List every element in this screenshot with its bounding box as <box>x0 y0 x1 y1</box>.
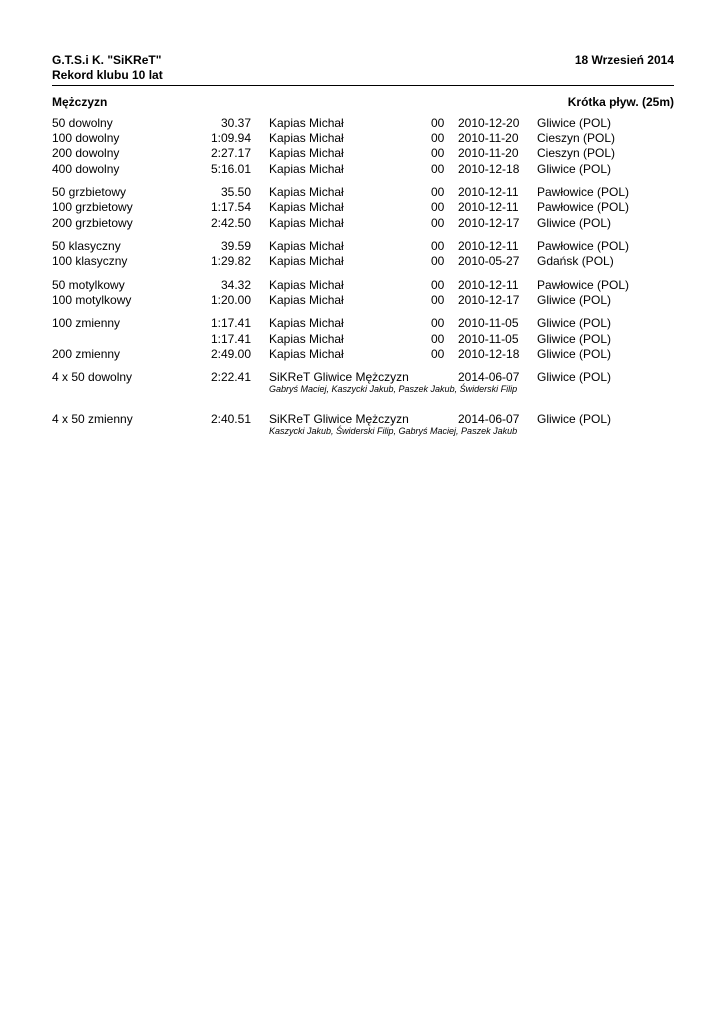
swimmer-cell: Kapias Michał <box>269 185 344 199</box>
table-row <box>0 145 725 161</box>
age-cell: 00 <box>431 216 445 230</box>
time-cell: 35.50 <box>220 185 251 199</box>
swimmer-cell: Kapias Michał <box>269 146 344 160</box>
date-cell: 2010-11-20 <box>458 146 519 160</box>
date-cell: 2014-06-07 <box>458 412 520 426</box>
report-date: 18 Wrzesień 2014 <box>574 53 674 67</box>
age-cell: 00 <box>431 162 445 176</box>
document-title: Rekord klubu 10 lat <box>52 68 163 82</box>
event-cell: 4 x 50 dowolny <box>52 370 133 384</box>
swimmer-cell: Kapias Michał <box>269 200 344 214</box>
relay-members: Gabryś Maciej, Kaszycki Jakub, Paszek Jakub, Świderski Filip <box>269 384 518 394</box>
age-cell: 00 <box>431 146 445 160</box>
date-cell: 2010-11-05 <box>458 332 519 346</box>
swimmer-cell: Kapias Michał <box>269 239 344 253</box>
event-cell: 200 zmienny <box>52 347 121 361</box>
time-cell: 2:49.00 <box>210 347 251 361</box>
swimmer-cell: Kapias Michał <box>269 347 344 361</box>
time-cell: 2:40.51 <box>210 412 251 426</box>
table-row <box>0 199 725 215</box>
place-cell: Gliwice (POL) <box>537 332 612 346</box>
age-cell: 00 <box>431 278 445 292</box>
event-cell: 100 motylkowy <box>52 293 132 307</box>
age-cell: 00 <box>431 131 445 145</box>
date-cell: 2010-12-18 <box>458 347 520 361</box>
date-cell: 2010-12-18 <box>458 162 520 176</box>
swimmer-cell: Kapias Michał <box>269 116 344 130</box>
place-cell: Pawłowice (POL) <box>537 185 630 199</box>
swimmer-cell: Kapias Michał <box>269 278 344 292</box>
date-cell: 2010-12-11 <box>458 200 519 214</box>
table-row <box>0 346 725 362</box>
section-course: Krótka pływ. (25m) <box>567 95 674 109</box>
swimmer-cell: Kapias Michał <box>269 293 344 307</box>
time-cell: 1:17.54 <box>210 200 251 214</box>
age-cell: 00 <box>431 293 445 307</box>
place-cell: Gliwice (POL) <box>537 216 612 230</box>
time-cell: 1:09.94 <box>210 131 251 145</box>
relay-members: Kaszycki Jakub, Świderski Filip, Gabryś Maciej, Paszek Jakub <box>269 426 518 436</box>
swimmer-cell: Kapias Michał <box>269 254 344 268</box>
age-cell: 00 <box>431 200 445 214</box>
age-cell: 00 <box>431 239 445 253</box>
table-row <box>0 292 725 308</box>
age-cell: 00 <box>431 316 445 330</box>
swimmer-cell: SiKReT Gliwice Mężczyzn <box>269 370 409 384</box>
place-cell: Gliwice (POL) <box>537 293 612 307</box>
date-cell: 2014-06-07 <box>458 370 520 384</box>
swimmer-cell: Kapias Michał <box>269 131 344 145</box>
time-cell: 5:16.01 <box>210 162 251 176</box>
table-row <box>0 253 725 269</box>
club-name: G.T.S.i K. "SiKReT" <box>52 53 162 67</box>
event-cell: 50 klasyczny <box>52 239 121 253</box>
place-cell: Gliwice (POL) <box>537 347 612 361</box>
time-cell: 1:29.82 <box>210 254 251 268</box>
swimmer-cell: Kapias Michał <box>269 332 344 346</box>
event-cell: 100 klasyczny <box>52 254 128 268</box>
age-cell: 00 <box>431 347 445 361</box>
date-cell: 2010-11-20 <box>458 131 519 145</box>
age-cell: 00 <box>431 185 445 199</box>
event-cell: 400 dowolny <box>52 162 120 176</box>
table-row <box>0 130 725 146</box>
place-cell: Cieszyn (POL) <box>537 131 616 145</box>
event-cell: 50 dowolny <box>52 116 113 130</box>
event-cell: 200 grzbietowy <box>52 216 133 230</box>
place-cell: Gliwice (POL) <box>537 370 612 384</box>
date-cell: 2010-12-17 <box>458 216 520 230</box>
swimmer-cell: SiKReT Gliwice Mężczyzn <box>269 412 409 426</box>
age-cell: 00 <box>431 332 445 346</box>
place-cell: Pawłowice (POL) <box>537 200 630 214</box>
table-row <box>0 161 725 177</box>
table-row <box>0 315 725 331</box>
age-cell: 00 <box>431 254 445 268</box>
section-gender: Mężczyzn <box>52 95 108 109</box>
event-cell: 200 dowolny <box>52 146 120 160</box>
date-cell: 2010-12-11 <box>458 185 519 199</box>
place-cell: Gliwice (POL) <box>537 162 612 176</box>
date-cell: 2010-12-20 <box>458 116 520 130</box>
time-cell: 2:42.50 <box>210 216 251 230</box>
place-cell: Gdańsk (POL) <box>537 254 614 268</box>
event-cell: 50 grzbietowy <box>52 185 127 199</box>
age-cell: 00 <box>431 116 445 130</box>
place-cell: Pawłowice (POL) <box>537 239 630 253</box>
date-cell: 2010-12-11 <box>458 278 519 292</box>
time-cell: 1:20.00 <box>210 293 251 307</box>
time-cell: 1:17.41 <box>210 332 251 346</box>
time-cell: 1:17.41 <box>210 316 251 330</box>
table-row <box>0 277 725 293</box>
event-cell: 4 x 50 zmienny <box>52 412 133 426</box>
time-cell: 30.37 <box>220 116 251 130</box>
event-cell: 50 motylkowy <box>52 278 125 292</box>
event-cell: 100 zmienny <box>52 316 121 330</box>
swimmer-cell: Kapias Michał <box>269 162 344 176</box>
place-cell: Gliwice (POL) <box>537 316 612 330</box>
place-cell: Gliwice (POL) <box>537 412 612 426</box>
time-cell: 2:22.41 <box>210 370 251 384</box>
date-cell: 2010-11-05 <box>458 316 519 330</box>
table-row <box>0 184 725 200</box>
table-row <box>0 331 725 347</box>
time-cell: 2:27.17 <box>210 146 251 160</box>
table-row <box>0 115 725 131</box>
table-row <box>0 215 725 231</box>
time-cell: 39.59 <box>220 239 251 253</box>
table-row <box>0 238 725 254</box>
event-cell: 100 dowolny <box>52 131 120 145</box>
date-cell: 2010-05-27 <box>458 254 520 268</box>
event-cell: 100 grzbietowy <box>52 200 133 214</box>
place-cell: Gliwice (POL) <box>537 116 612 130</box>
date-cell: 2010-12-11 <box>458 239 519 253</box>
swimmer-cell: Kapias Michał <box>269 216 344 230</box>
place-cell: Pawłowice (POL) <box>537 278 630 292</box>
time-cell: 34.32 <box>220 278 251 292</box>
place-cell: Cieszyn (POL) <box>537 146 616 160</box>
swimmer-cell: Kapias Michał <box>269 316 344 330</box>
date-cell: 2010-12-17 <box>458 293 520 307</box>
